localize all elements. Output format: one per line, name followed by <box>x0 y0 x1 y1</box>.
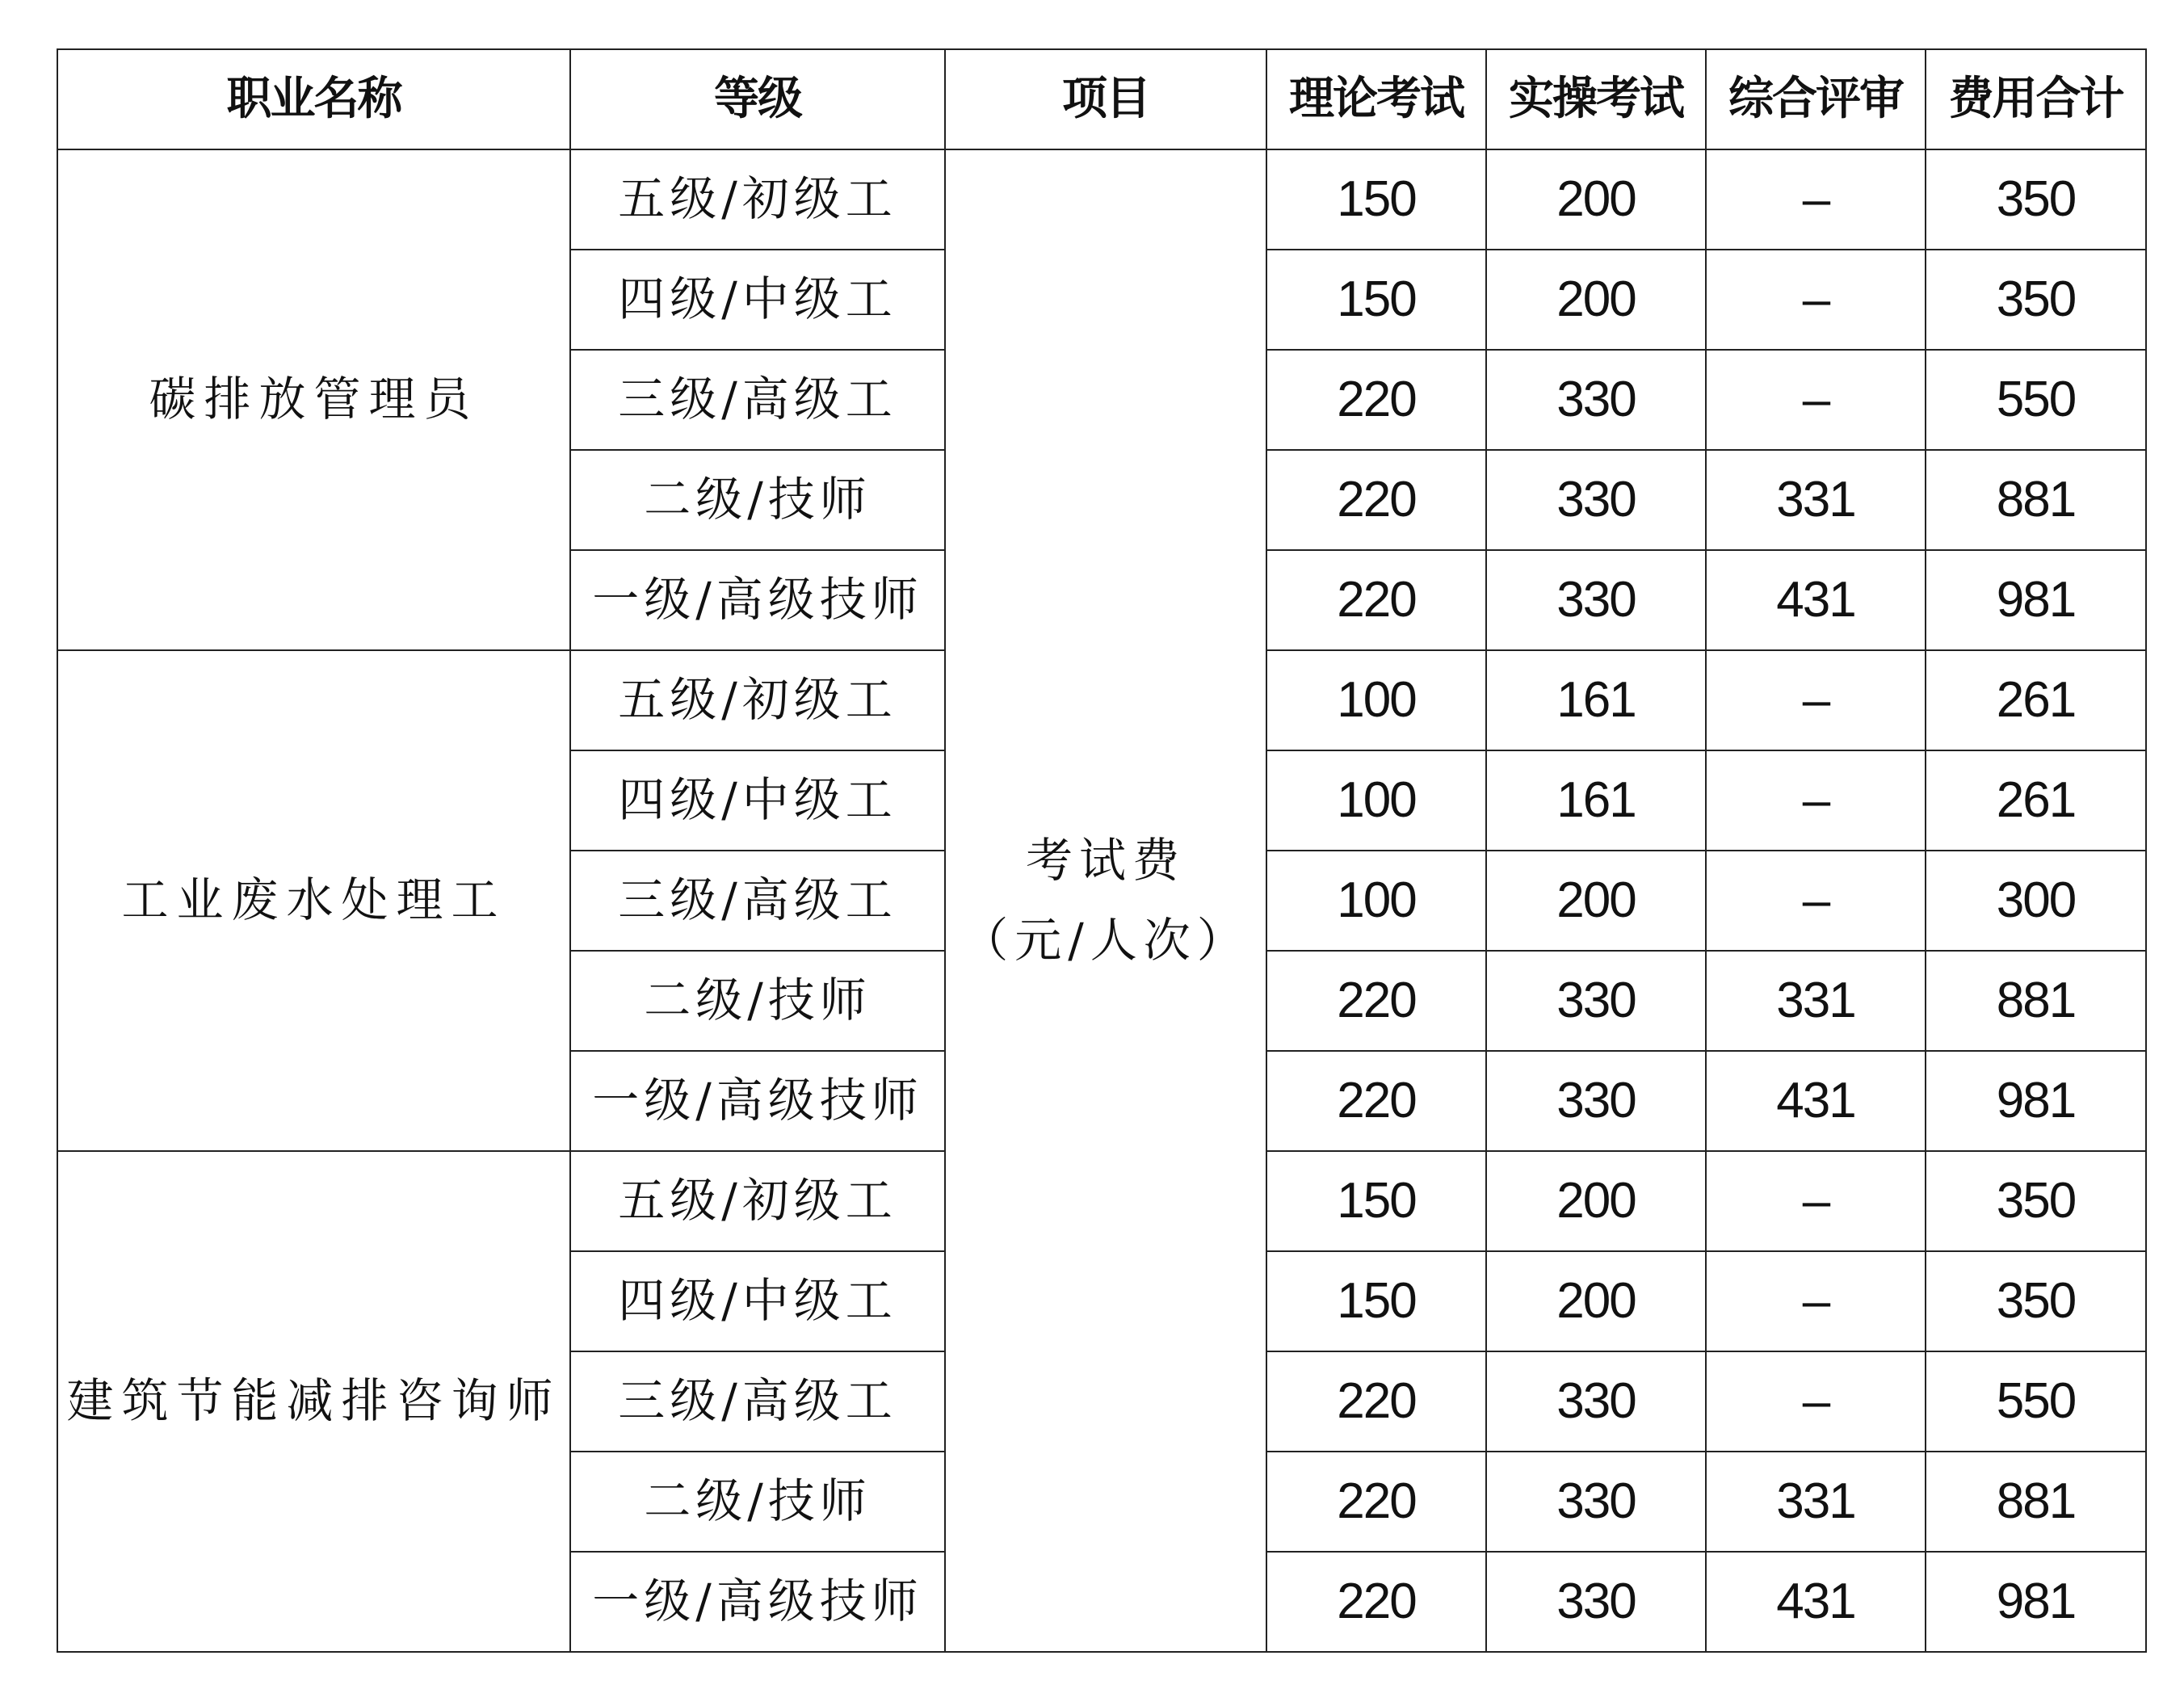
review-cell: 331 <box>1706 951 1926 1051</box>
practice-cell: 330 <box>1486 951 1706 1051</box>
review-cell: – <box>1706 1151 1926 1251</box>
level-cell: 五级/初级工 <box>570 1151 945 1251</box>
total-cell: 881 <box>1926 1452 2146 1552</box>
theory-cell: 100 <box>1266 750 1486 851</box>
practice-cell: 200 <box>1486 851 1706 951</box>
item-line2: （元/人次） <box>961 913 1250 968</box>
review-cell: – <box>1706 149 1926 250</box>
total-cell: 550 <box>1926 1351 2146 1452</box>
review-cell: – <box>1706 1351 1926 1452</box>
occupation-cell: 碳排放管理员 <box>57 149 570 650</box>
header-row <box>57 49 2146 149</box>
level-cell: 三级/高级工 <box>570 350 945 450</box>
theory-cell: 220 <box>1266 1552 1486 1652</box>
occupation-cell: 建筑节能减排咨询师 <box>57 1151 570 1652</box>
header-item: 项目 <box>945 49 1266 149</box>
review-cell: – <box>1706 851 1926 951</box>
theory-cell: 220 <box>1266 550 1486 650</box>
level-cell: 一级/高级技师 <box>570 1051 945 1151</box>
header-theory: 理论考试 <box>1266 49 1486 149</box>
total-cell: 981 <box>1926 1051 2146 1151</box>
review-cell: 331 <box>1706 450 1926 550</box>
total-cell: 981 <box>1926 1552 2146 1652</box>
total-cell: 350 <box>1926 149 2146 250</box>
level-cell: 四级/中级工 <box>570 750 945 851</box>
theory-cell: 100 <box>1266 851 1486 951</box>
item-cell <box>945 149 1266 1652</box>
total-cell: 350 <box>1926 1251 2146 1351</box>
review-cell: 331 <box>1706 1452 1926 1552</box>
level-cell: 五级/初级工 <box>570 149 945 250</box>
total-cell: 300 <box>1926 851 2146 951</box>
level-cell: 三级/高级工 <box>570 851 945 951</box>
theory-cell: 220 <box>1266 450 1486 550</box>
practice-cell: 200 <box>1486 1151 1706 1251</box>
header-occupation: 职业名称 <box>57 49 570 149</box>
level-cell: 一级/高级技师 <box>570 1552 945 1652</box>
header-total: 费用合计 <box>1926 49 2146 149</box>
total-cell: 981 <box>1926 550 2146 650</box>
practice-cell: 330 <box>1486 1552 1706 1652</box>
total-cell: 550 <box>1926 350 2146 450</box>
review-cell: – <box>1706 650 1926 750</box>
theory-cell: 100 <box>1266 650 1486 750</box>
level-cell: 四级/中级工 <box>570 250 945 350</box>
level-cell: 一级/高级技师 <box>570 550 945 650</box>
occupation-cell: 工业废水处理工 <box>57 650 570 1151</box>
review-cell: 431 <box>1706 1552 1926 1652</box>
total-cell: 350 <box>1926 250 2146 350</box>
fee-table <box>57 48 2147 1653</box>
theory-cell: 150 <box>1266 250 1486 350</box>
review-cell: – <box>1706 250 1926 350</box>
theory-cell: 220 <box>1266 951 1486 1051</box>
practice-cell: 330 <box>1486 550 1706 650</box>
theory-cell: 220 <box>1266 1351 1486 1452</box>
review-cell: 431 <box>1706 1051 1926 1151</box>
practice-cell: 200 <box>1486 1251 1706 1351</box>
practice-cell: 330 <box>1486 350 1706 450</box>
total-cell: 881 <box>1926 450 2146 550</box>
review-cell: – <box>1706 350 1926 450</box>
level-cell: 二级/技师 <box>570 951 945 1051</box>
practice-cell: 200 <box>1486 250 1706 350</box>
total-cell: 881 <box>1926 951 2146 1051</box>
total-cell: 350 <box>1926 1151 2146 1251</box>
practice-cell: 200 <box>1486 149 1706 250</box>
practice-cell: 330 <box>1486 1452 1706 1552</box>
level-cell: 三级/高级工 <box>570 1351 945 1452</box>
practice-cell: 161 <box>1486 650 1706 750</box>
review-cell: 431 <box>1706 550 1926 650</box>
theory-cell: 150 <box>1266 1151 1486 1251</box>
total-cell: 261 <box>1926 650 2146 750</box>
item-line1: 考试费 <box>1025 833 1186 889</box>
level-cell: 二级/技师 <box>570 450 945 550</box>
total-cell: 261 <box>1926 750 2146 851</box>
theory-cell: 220 <box>1266 350 1486 450</box>
header-level: 等级 <box>570 49 945 149</box>
header-practice: 实操考试 <box>1486 49 1706 149</box>
practice-cell: 330 <box>1486 1051 1706 1151</box>
header-review: 综合评审 <box>1706 49 1926 149</box>
level-cell: 五级/初级工 <box>570 650 945 750</box>
level-cell: 二级/技师 <box>570 1452 945 1552</box>
review-cell: – <box>1706 750 1926 851</box>
theory-cell: 150 <box>1266 149 1486 250</box>
theory-cell: 150 <box>1266 1251 1486 1351</box>
review-cell: – <box>1706 1251 1926 1351</box>
theory-cell: 220 <box>1266 1452 1486 1552</box>
table-row <box>57 149 2146 250</box>
practice-cell: 161 <box>1486 750 1706 851</box>
practice-cell: 330 <box>1486 450 1706 550</box>
practice-cell: 330 <box>1486 1351 1706 1452</box>
theory-cell: 220 <box>1266 1051 1486 1151</box>
level-cell: 四级/中级工 <box>570 1251 945 1351</box>
